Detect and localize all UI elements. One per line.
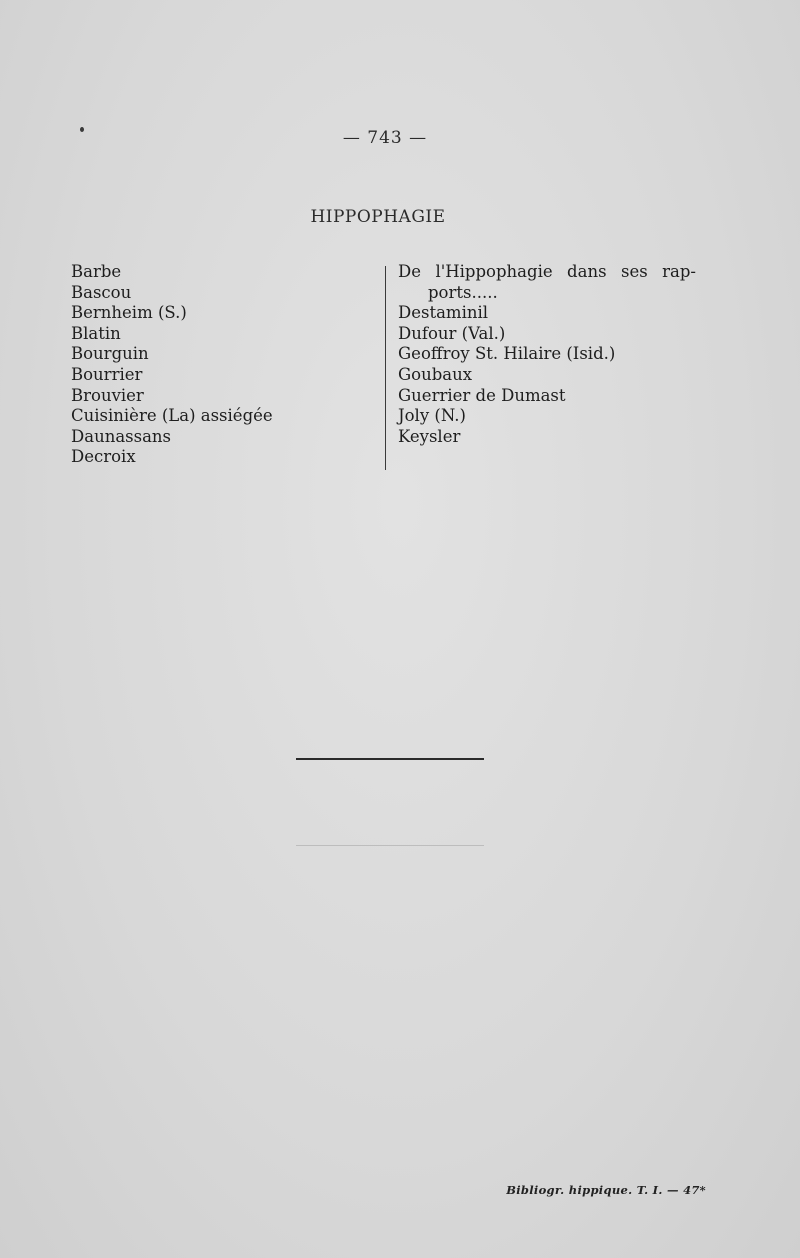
column-divider <box>385 266 386 470</box>
right-column <box>398 262 696 447</box>
list-item: Bascou <box>71 282 132 302</box>
list-item: Brouvier <box>71 385 144 405</box>
list-item: Goubaux <box>398 364 473 384</box>
list-item: Joly (N.) <box>398 406 466 426</box>
list-item: Dufour (Val.) <box>398 323 506 343</box>
word: dans <box>567 262 607 281</box>
list-item <box>398 262 696 283</box>
word: l'Hippophagie <box>435 262 553 281</box>
list-item: Blatin <box>71 323 121 343</box>
list-item: Destaminil <box>398 303 489 323</box>
list-item: Bourguin <box>71 344 149 364</box>
list-item: Bourrier <box>71 364 143 384</box>
list-item: Cuisinière (La) assiégée <box>71 406 273 426</box>
section-title: HIPPOPHAGIE <box>310 207 446 227</box>
list-item: Guerrier de Dumast <box>398 385 566 405</box>
word: ses <box>620 262 648 281</box>
list-item-continuation: ports..... <box>428 282 498 302</box>
list-item: Bernheim (S.) <box>71 303 187 323</box>
list-item: Daunassans <box>71 426 172 446</box>
left-column <box>71 262 371 468</box>
word: De <box>398 262 421 281</box>
word: rap- <box>662 262 696 281</box>
list-item: Barbe <box>71 262 122 281</box>
list-item: Keysler <box>398 426 461 446</box>
footer-signature: Bibliogr. hippique. T. I. — 47* <box>506 1183 706 1197</box>
faint-rule <box>296 845 484 846</box>
list-item: Geoffroy St. Hilaire (Isid.) <box>398 344 616 364</box>
page-number: — 743 — <box>342 128 428 148</box>
list-item: Decroix <box>71 447 136 467</box>
end-rule <box>296 758 484 760</box>
